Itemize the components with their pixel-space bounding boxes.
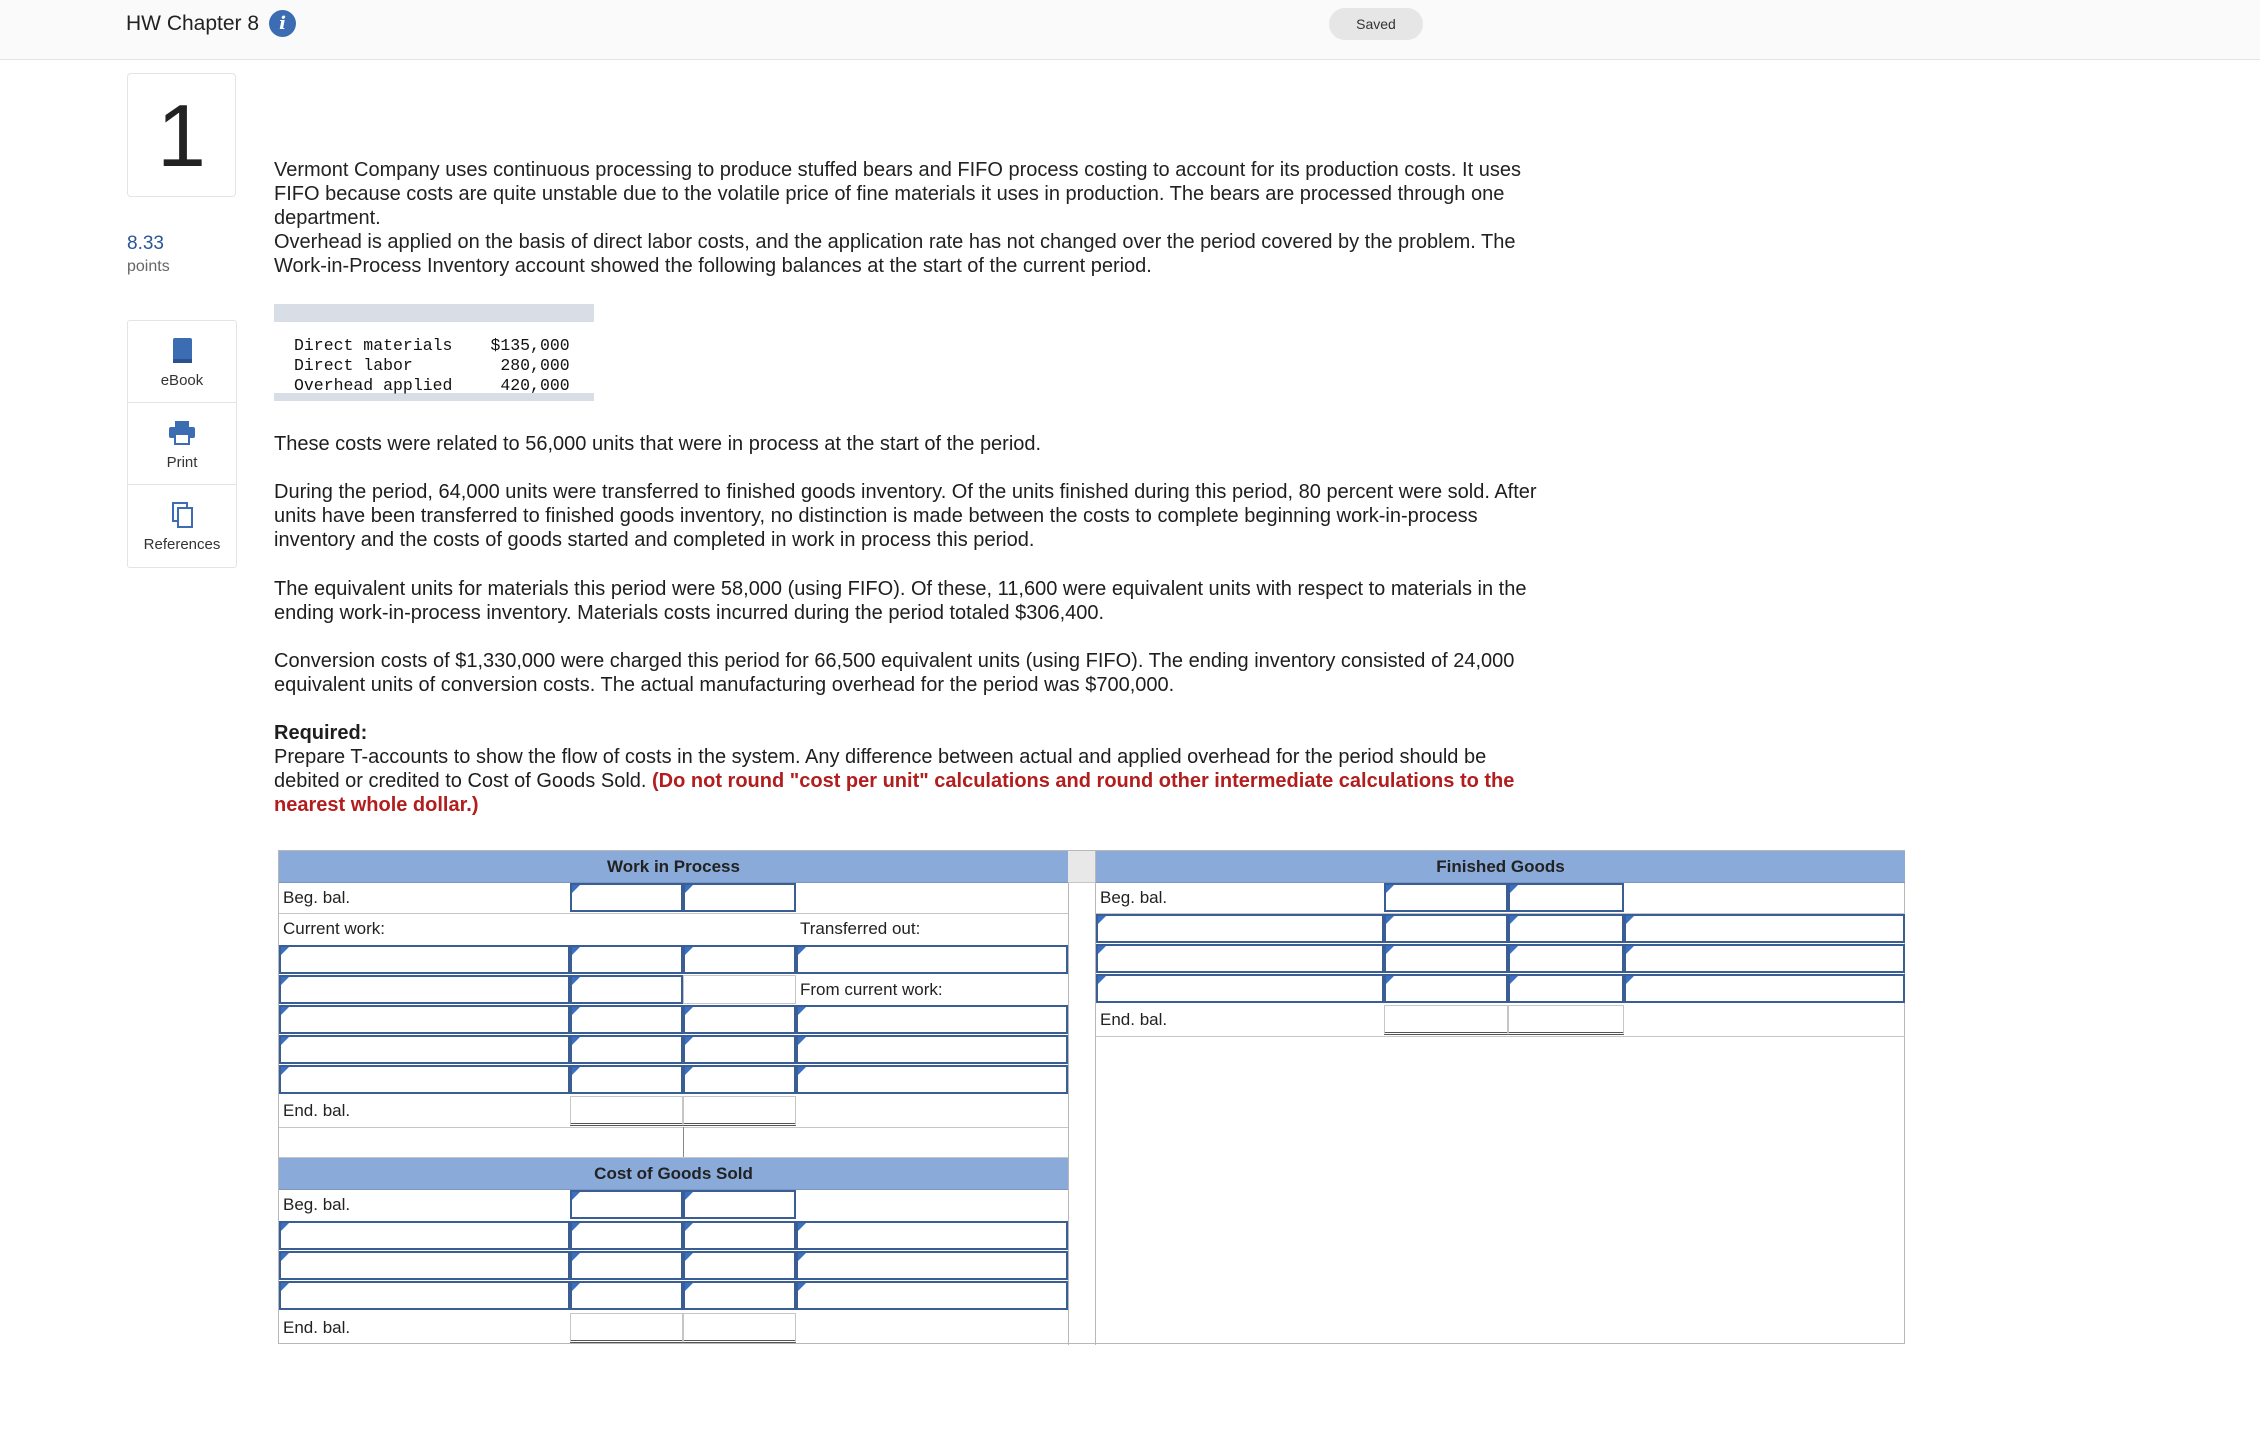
wip-header: Work in Process	[279, 851, 1068, 883]
book-icon	[167, 337, 197, 365]
cogs-credit-amount-input-1[interactable]	[683, 1221, 796, 1250]
fg-credit-amount-input-3[interactable]	[1508, 974, 1624, 1003]
wip-credit-account-input-4[interactable]	[796, 1035, 1068, 1064]
wip-credit-amount-input-4[interactable]	[683, 1035, 796, 1064]
wip-credit-account-input-5[interactable]	[796, 1065, 1068, 1094]
fg-credit-account-input-2[interactable]	[1624, 944, 1905, 973]
printer-icon	[167, 419, 197, 447]
problem-conversion-text: Conversion costs of $1,330,000 were charged this period for 66,500 equivalent units (using FIFO). The ending inventory consisted of 24,000 equivalent units of conversion costs. The actual manufacturing overhead for the period was $700,000.	[274, 650, 1515, 696]
fg-debit-amount-input-1[interactable]	[1384, 914, 1508, 943]
wip-from-current-work-label: From current work:	[800, 980, 943, 999]
print-button[interactable]	[128, 403, 236, 485]
fg-end-bal-debit-cell	[1384, 1005, 1508, 1035]
wip-end-bal-label: End. bal.	[283, 1101, 351, 1120]
cogs-header: Cost of Goods Sold	[279, 1158, 1068, 1190]
problem-overhead: Overhead is applied on the basis of direct labor costs, and the application rate has not changed over the period covered by the problem. The Work-in-Process Inventory account showed the following balances at the start of the current period.	[274, 231, 1516, 277]
wip-debit-amount-input-5[interactable]	[570, 1065, 683, 1094]
fg-beg-bal-debit-input[interactable]	[1384, 883, 1508, 912]
required-section	[274, 721, 1544, 817]
problem-materials-text: The equivalent units for materials this period were 58,000 (using FIFO). Of these, 11,600 were equivalent units with respect to materials in the ending work-in-process inventory. Materials costs incurred during the period totaled $306,400.	[274, 578, 1527, 624]
references-button[interactable]	[128, 485, 236, 567]
references-icon	[167, 501, 197, 529]
problem-units-text: These costs were related to 56,000 units that were in process at the start of the period.	[274, 433, 1042, 455]
cogs-debit-amount-input-2[interactable]	[570, 1251, 683, 1280]
required-label: Required:	[274, 722, 368, 744]
points-label: points	[127, 258, 170, 275]
wip-credit-amount-input-1[interactable]	[683, 945, 796, 974]
wip-beg-bal-label: Beg. bal.	[283, 888, 351, 907]
required-text: Prepare T-accounts to show the flow of costs in the system. Any difference between actual and applied overhead for the period should be debited or credited to Cost of Goods Sold.	[274, 746, 1487, 792]
wip-beg-bal-debit-input[interactable]	[570, 883, 683, 912]
cogs-debit-amount-input-3[interactable]	[570, 1281, 683, 1310]
cogs-debit-account-input-2[interactable]	[279, 1251, 570, 1280]
wip-debit-amount-input-4[interactable]	[570, 1035, 683, 1064]
print-label: Print	[166, 454, 198, 471]
beginning-balances-table	[274, 304, 594, 401]
fg-beg-bal-credit-input[interactable]	[1508, 883, 1624, 912]
cogs-end-bal-credit-cell	[683, 1313, 796, 1343]
rounding-note: (Do not round "cost per unit" calculations and round other intermediate calculations to the nearest whole dollar.)	[274, 770, 1515, 816]
fg-credit-account-input-1[interactable]	[1624, 914, 1905, 943]
balance-row: Direct materials $135,000	[294, 336, 570, 355]
wip-credit-amount-input-5[interactable]	[683, 1065, 796, 1094]
t-accounts	[278, 850, 1905, 1344]
references-label: References	[143, 536, 221, 553]
wip-debit-amount-input-3[interactable]	[570, 1005, 683, 1034]
cogs-credit-account-input-3[interactable]	[796, 1281, 1068, 1310]
fg-debit-account-input-1[interactable]	[1096, 914, 1384, 943]
fg-end-bal-credit-cell	[1508, 1005, 1624, 1035]
fg-beg-bal-label: Beg. bal.	[1100, 888, 1168, 907]
ebook-button[interactable]	[128, 321, 236, 403]
wip-debit-account-input-3[interactable]	[279, 1005, 570, 1034]
wip-debit-account-input-2[interactable]	[279, 975, 570, 1004]
wip-end-bal-credit-cell	[683, 1096, 796, 1126]
cogs-debit-account-input-3[interactable]	[279, 1281, 570, 1310]
wip-credit-account-input-1[interactable]	[796, 945, 1068, 974]
info-icon[interactable]: i	[269, 10, 296, 37]
question-tools	[127, 320, 237, 568]
cogs-credit-amount-input-3[interactable]	[683, 1281, 796, 1310]
ebook-label: eBook	[160, 372, 204, 389]
problem-transfer-text: During the period, 64,000 units were transferred to finished goods inventory. Of the units finished during this period, 80 percent were sold. After units have been transferred to finished goods inventory, no distinction is made between the costs to complete beginning work-in-process inventory and the costs of goods started and completed in work in process this period.	[274, 481, 1537, 551]
assignment-title: HW Chapter 8	[126, 12, 260, 35]
cogs-beg-bal-label: Beg. bal.	[283, 1195, 351, 1214]
wip-end-bal-debit-cell	[570, 1096, 683, 1126]
problem-intro: Vermont Company uses continuous processing to produce stuffed bears and FIFO process costing to account for its production costs. It uses FIFO because costs are quite unstable due to the volatile price of fine materials it uses in production. The bears are processed through one department.	[274, 159, 1521, 229]
cogs-credit-account-input-2[interactable]	[796, 1251, 1068, 1280]
saved-status-badge: Saved	[1329, 8, 1423, 40]
top-bar	[0, 0, 2260, 60]
fg-debit-account-input-2[interactable]	[1096, 944, 1384, 973]
wip-credit-amount-input-3[interactable]	[683, 1005, 796, 1034]
cogs-beg-bal-debit-input[interactable]	[570, 1190, 683, 1219]
points-value: 8.33	[127, 233, 164, 254]
wip-debit-account-input-1[interactable]	[279, 945, 570, 974]
cogs-debit-account-input-1[interactable]	[279, 1221, 570, 1250]
fg-debit-amount-input-2[interactable]	[1384, 944, 1508, 973]
cogs-beg-bal-credit-input[interactable]	[683, 1190, 796, 1219]
wip-transferred-out-label: Transferred out:	[800, 919, 921, 938]
balance-row: Direct labor 280,000	[294, 356, 570, 375]
fg-credit-account-input-3[interactable]	[1624, 974, 1905, 1003]
cogs-end-bal-label: End. bal.	[283, 1318, 351, 1337]
wip-credit-account-input-3[interactable]	[796, 1005, 1068, 1034]
fg-credit-amount-input-1[interactable]	[1508, 914, 1624, 943]
cogs-credit-amount-input-2[interactable]	[683, 1251, 796, 1280]
wip-debit-account-input-5[interactable]	[279, 1065, 570, 1094]
wip-debit-account-input-4[interactable]	[279, 1035, 570, 1064]
spacer-header	[1068, 851, 1095, 883]
balance-row: Overhead applied 420,000	[294, 376, 570, 395]
wip-beg-bal-credit-input[interactable]	[683, 883, 796, 912]
fg-end-bal-label: End. bal.	[1100, 1010, 1168, 1029]
fg-credit-amount-input-2[interactable]	[1508, 944, 1624, 973]
fg-debit-amount-input-3[interactable]	[1384, 974, 1508, 1003]
wip-debit-amount-input-1[interactable]	[570, 945, 683, 974]
fg-debit-account-input-3[interactable]	[1096, 974, 1384, 1003]
wip-current-work-label: Current work:	[283, 919, 386, 938]
fg-header: Finished Goods	[1096, 851, 1905, 883]
cogs-end-bal-debit-cell	[570, 1313, 683, 1343]
wip-credit-amount-cell-2	[683, 975, 796, 1004]
cogs-debit-amount-input-1[interactable]	[570, 1221, 683, 1250]
divider	[1068, 851, 1069, 1345]
wip-debit-amount-input-2[interactable]	[570, 975, 683, 1004]
question-number: 1	[127, 73, 236, 197]
points-block	[127, 232, 170, 278]
problem-text	[274, 158, 1544, 278]
cogs-credit-account-input-1[interactable]	[796, 1221, 1068, 1250]
